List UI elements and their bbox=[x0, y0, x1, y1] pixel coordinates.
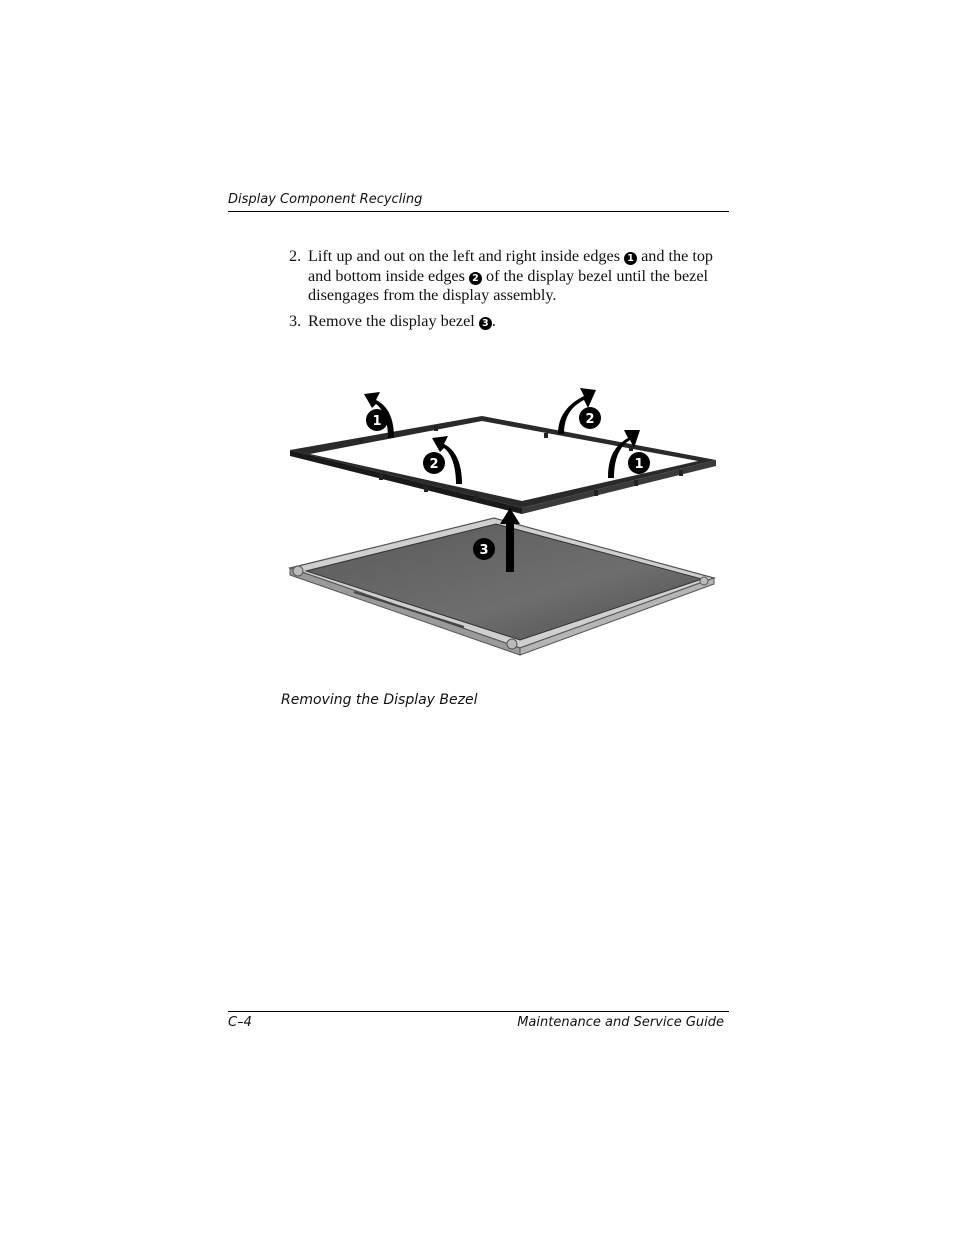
svg-text:2: 2 bbox=[585, 412, 595, 427]
step-text: . bbox=[491, 311, 496, 330]
callout-1-icon bbox=[628, 452, 650, 474]
svg-text:2: 2 bbox=[429, 457, 439, 472]
svg-text:1: 1 bbox=[634, 457, 644, 472]
page-footer bbox=[228, 1011, 729, 1030]
display-panel bbox=[290, 518, 714, 655]
callout-3-icon: 3 bbox=[479, 317, 492, 330]
callout-2-icon bbox=[579, 407, 601, 429]
running-head-title: Display Component Recycling bbox=[228, 192, 423, 207]
figure-caption: Removing the Display Bezel bbox=[281, 692, 478, 708]
svg-text:3: 3 bbox=[479, 543, 489, 558]
svg-text:1: 1 bbox=[372, 414, 382, 429]
step-3 bbox=[289, 312, 729, 332]
step-text: Lift up and out on the left and right inside edges bbox=[308, 247, 625, 265]
display-bezel bbox=[290, 416, 716, 514]
step-number: 2. bbox=[289, 247, 302, 265]
step-text: of the display bezel until the bezel disengages from the display assembly. bbox=[308, 266, 709, 304]
guide-title: Maintenance and Service Guide bbox=[517, 1015, 724, 1030]
callout-1-icon bbox=[366, 409, 388, 431]
page-number: C–4 bbox=[228, 1015, 252, 1030]
step-2 bbox=[289, 247, 729, 306]
steps-list bbox=[289, 247, 729, 337]
bezel-removal-illustration bbox=[284, 378, 724, 663]
step-text: Remove the display bezel bbox=[308, 311, 479, 330]
callout-3-icon bbox=[473, 538, 495, 560]
step-number: 3. bbox=[289, 311, 302, 330]
callout-2-icon: 2 bbox=[469, 272, 482, 285]
step-text: and the top and bottom inside edges bbox=[308, 247, 714, 285]
callout-2-icon bbox=[423, 452, 445, 474]
running-head bbox=[228, 191, 729, 212]
callout-1-icon: 1 bbox=[624, 252, 637, 265]
